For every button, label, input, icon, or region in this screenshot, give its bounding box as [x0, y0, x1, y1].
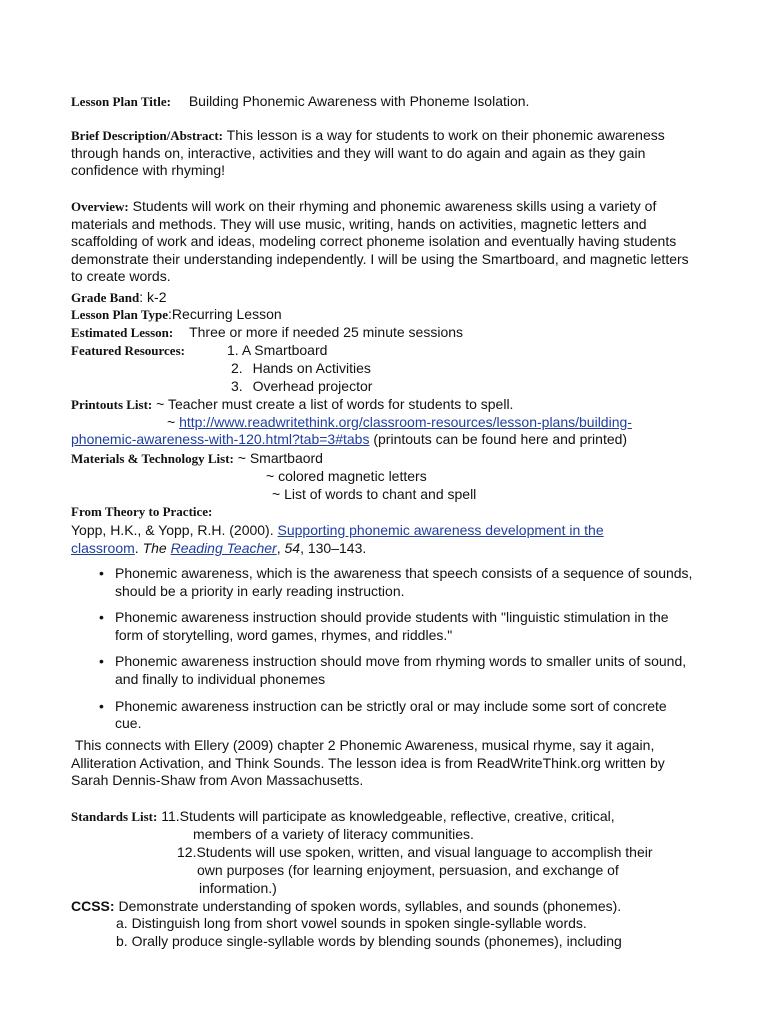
printouts-url-row-2 [71, 431, 627, 449]
brief-description [71, 127, 691, 180]
readwritethink-link-part1[interactable]: http://www.readwritethink.org/classroom-resources/lesson-plans/building- [179, 414, 632, 430]
lesson-title-label: Lesson Plan Title: [71, 94, 171, 109]
standards-list [71, 808, 615, 826]
citation-article-link[interactable]: Supporting phonemic awareness development in the [277, 522, 604, 538]
materials-item: ~ colored magnetic letters [266, 468, 427, 484]
citation-journal-link[interactable]: Reading Teacher [170, 540, 277, 556]
standard-number: 11. [161, 808, 180, 824]
featured-label: Featured Resources: [71, 343, 185, 358]
bullet-icon: • [99, 697, 104, 714]
standard-text-cont: members of a variety of literacy communities. [193, 826, 474, 842]
estimated-value: Three or more if needed 25 minute sessions [189, 324, 464, 340]
ccss-item-b: b. Orally produce single-syllable words by blending sounds (phonemes), including [116, 933, 622, 949]
citation-line-2: classroom. The Reading Teacher, 54, 130–143. [71, 540, 367, 556]
standard-number: 12. [177, 844, 197, 860]
list-item [97, 609, 697, 644]
ccss-item-a: a. Distinguish long from short vowel sounds in spoken single-syllable words. [116, 915, 587, 931]
bullet-icon: • [99, 565, 104, 581]
citation-the: The [142, 540, 167, 556]
theory-label: From Theory to Practice: [71, 504, 213, 519]
featured-item [227, 342, 327, 360]
standard-text-cont: own purposes (for learning enjoyment, persuasion, and exchange of [197, 862, 619, 878]
list-item [97, 653, 697, 688]
standard-text: Students will participate as knowledgeable, reflective, creative, critical, [179, 808, 615, 824]
plan-type-value: :Recurring Lesson [168, 306, 282, 322]
grade-band [71, 289, 167, 307]
grade-band-value: : k-2 [139, 289, 167, 305]
grade-band-label: Grade Band [71, 290, 140, 305]
standard-12 [177, 844, 653, 862]
connects-paragraph: This connects with Ellery (2009) chapter 2 Phonemic Awareness, musical rhyme, say it again, Alliteration Activation, and Think Sounds. The lesson idea is from ReadWriteThink.org written by Sarah Dennis-Shaw from Avon Massachusetts. [71, 737, 669, 789]
theory-bullet-list [97, 565, 697, 742]
standard-text-cont: information.) [199, 880, 277, 896]
estimated-lesson [71, 324, 463, 342]
printouts-url-row [167, 414, 632, 432]
overview [71, 198, 693, 286]
featured-item-num: 3. [231, 378, 243, 394]
featured-item-text: Hands on Activities [252, 360, 371, 376]
overview-text: Students will work on their rhyming and phonemic awareness skills using a variety of materials and methods. They will use music, writing, hands on activities, magnetic letters and scaffolding of work and ideas, modeling correct phoneme isolation and eventually having students demonstrate their understanding independently. I will be using the Smartboard, and magnetic letters to create words. [71, 198, 689, 285]
printouts-list [71, 396, 513, 414]
list-item-text: Phonemic awareness instruction can be strictly oral or may include some sort of concrete cue. [115, 697, 667, 732]
list-item [97, 565, 697, 600]
citation-volume: 54 [284, 540, 301, 556]
ccss [71, 898, 621, 916]
list-item-text: Phonemic awareness instruction should provide students with "linguistic stimulation in the form of storytelling, word games, rhymes, and riddles." [115, 609, 669, 643]
estimated-label: Estimated Lesson: [71, 325, 174, 340]
featured-item-num: 2. [231, 360, 243, 376]
featured-resources-label-row [71, 342, 185, 360]
citation-line-1 [71, 522, 604, 540]
standards-label: Standards List: [71, 809, 158, 824]
ccss-label: CCSS: [71, 898, 115, 914]
materials-item: ~ List of words to chant and spell [272, 486, 477, 502]
materials-item: ~ Smartbaord [237, 450, 323, 466]
printouts-note: (printouts can be found here and printed) [373, 431, 628, 447]
brief-text: This lesson is a way for students to work on their phonemic awareness through hands on, interactive, activities and they will want to do again and again as they gain confidence with rhyming! [71, 127, 665, 179]
overview-label: Overview: [71, 199, 129, 214]
citation-authors: Yopp, H.K., & Yopp, R.H. (2000). [71, 522, 274, 538]
citation-article-link-cont[interactable]: classroom [71, 540, 135, 556]
featured-item [231, 360, 371, 378]
featured-item-text: Overhead projector [252, 378, 373, 394]
bullet-icon: • [99, 609, 104, 626]
list-item-text: Phonemic awareness, which is the awareness that speech consists of a sequence of sounds, should be a priority in early reading instruction. [115, 565, 693, 599]
theory-heading [71, 503, 212, 521]
standard-text: Students will use spoken, written, and visual language to accomplish their [196, 844, 653, 860]
featured-item-text: A Smartboard [241, 342, 328, 358]
materials-list [71, 450, 323, 468]
brief-label: Brief Description/Abstract: [71, 128, 223, 143]
lesson-title-row [71, 93, 529, 111]
list-item-text: Phonemic awareness instruction should move from rhyming words to smaller units of sound, and finally to individual phonemes [115, 653, 687, 687]
featured-item-num: 1. [227, 342, 239, 358]
printouts-label: Printouts List: [71, 397, 153, 412]
featured-item [231, 378, 372, 396]
bullet-icon: • [99, 653, 104, 670]
plan-type-label: Lesson Plan Type [71, 307, 169, 322]
citation-pages: , 130–143. [300, 540, 367, 556]
tilde: ~ [167, 414, 176, 430]
lesson-plan-type [71, 306, 282, 324]
materials-label: Materials & Technology List: [71, 451, 234, 466]
readwritethink-link-part2[interactable]: phonemic-awareness-with-120.html?tab=3#tabs [71, 431, 370, 447]
ccss-text: Demonstrate understanding of spoken words, syllables, and sounds (phonemes). [118, 898, 622, 914]
printouts-line: ~ Teacher must create a list of words for students to spell. [156, 396, 514, 412]
lesson-title-value: Building Phonemic Awareness with Phoneme Isolation. [188, 93, 530, 109]
list-item [97, 698, 697, 733]
